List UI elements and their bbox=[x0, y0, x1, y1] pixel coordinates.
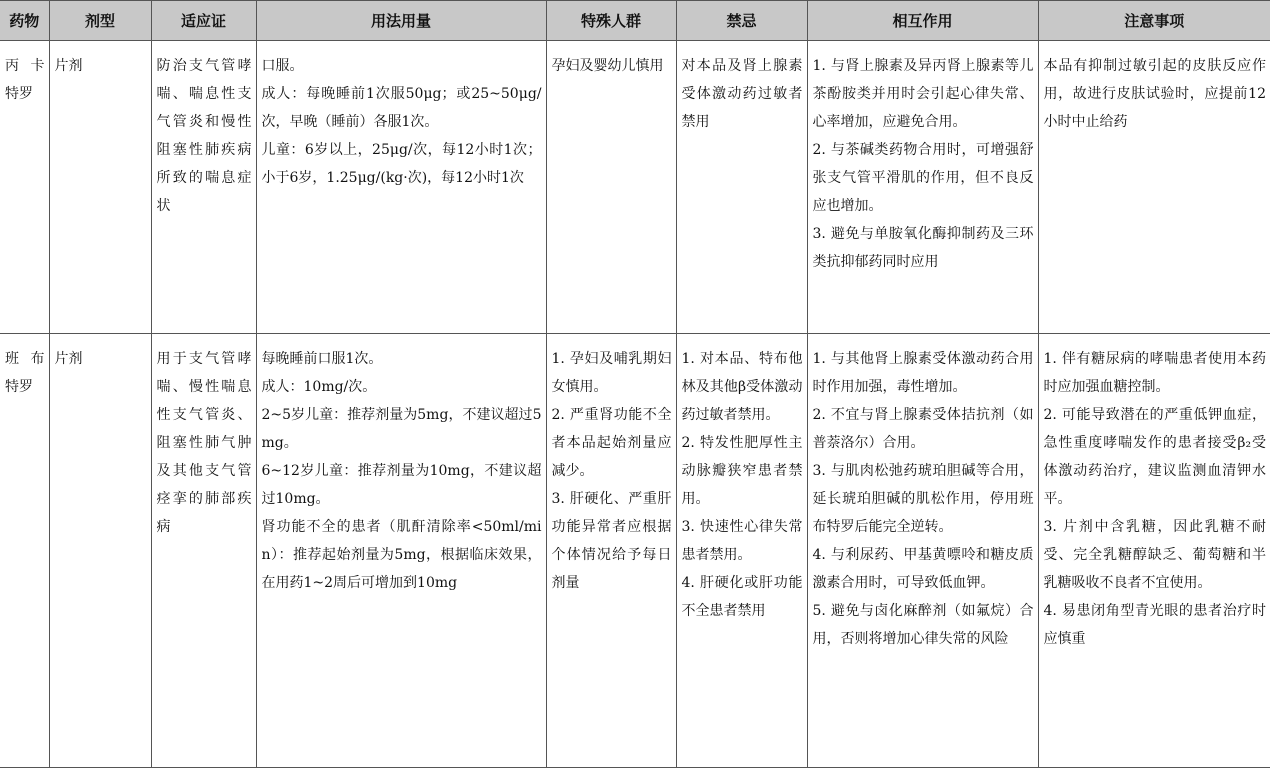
cell-paragraph: 3. 肝硬化、严重肝功能异常者应根据个体情况给予每日剂量 bbox=[551, 491, 672, 591]
cell-paragraph: 孕妇及婴幼儿慎用 bbox=[551, 58, 664, 74]
cell-paragraph: 2. 不宜与肾上腺素受体拮抗剂（如普萘洛尔）合用。 bbox=[812, 407, 1034, 451]
dosage-cell bbox=[256, 41, 546, 334]
notes-cell bbox=[1038, 41, 1270, 334]
table-row bbox=[0, 334, 1270, 768]
cell-paragraph: 对本品及肾上腺素受体激动药过敏者禁用 bbox=[681, 58, 803, 130]
header-dosage: 用法用量 bbox=[256, 1, 546, 41]
cell-paragraph: 2. 与茶碱类药物合用时，可增强舒张支气管平滑肌的作用，但不良反应也增加。 bbox=[812, 142, 1034, 214]
cell-paragraph: 1. 与肾上腺素及异丙肾上腺素等儿茶酚胺类并用时会引起心律失常、心率增加，应避免合用。 bbox=[812, 58, 1034, 130]
cell-paragraph: 2. 特发性肥厚性主动脉瓣狭窄患者禁用。 bbox=[681, 435, 803, 507]
notes-cell bbox=[1038, 334, 1270, 768]
header-special-population: 特殊人群 bbox=[546, 1, 676, 41]
cell-paragraph: 4. 易患闭角型青光眼的患者治疗时应慎重 bbox=[1043, 603, 1266, 647]
header-drug: 药物 bbox=[0, 1, 49, 41]
cell-paragraph: 3. 避免与单胺氧化酶抑制药及三环类抗抑郁药同时应用 bbox=[812, 226, 1034, 270]
dosage-form-cell: 片剂 bbox=[49, 334, 151, 768]
drug-name-cell: 班布特罗 bbox=[0, 334, 49, 768]
special-population-cell bbox=[546, 334, 676, 768]
cell-paragraph: 1. 与其他肾上腺素受体激动药合用时作用加强，毒性增加。 bbox=[812, 351, 1034, 395]
special-population-cell bbox=[546, 41, 676, 334]
header-notes: 注意事项 bbox=[1038, 1, 1270, 41]
cell-paragraph: 儿童：6岁以上，25μg/次，每12小时1次；小于6岁，1.25μg/(kg·次)，每12小时1次 bbox=[261, 142, 542, 186]
cell-paragraph: 成人：10mg/次。 bbox=[261, 379, 377, 395]
header-contraindication: 禁忌 bbox=[676, 1, 807, 41]
indication-cell: 防治支气管哮喘、喘息性支气管炎和慢性阻塞性肺疾病所致的喘息症状 bbox=[151, 41, 256, 334]
dosage-form-cell: 片剂 bbox=[49, 41, 151, 334]
cell-paragraph: 成人：每晚睡前1次服50μg；或25~50μg/次，早晚（睡前）各服1次。 bbox=[261, 86, 542, 130]
cell-paragraph: 肾功能不全的患者（肌酐清除率<50ml/min）：推荐起始剂量为5mg，根据临床效果，在用药1~2周后可增加到10mg bbox=[261, 519, 542, 591]
cell-paragraph: 1. 孕妇及哺乳期妇女慎用。 bbox=[551, 351, 672, 395]
cell-paragraph: 本品有抑制过敏引起的皮肤反应作用，故进行皮肤试验时，应提前12小时中止给药 bbox=[1043, 58, 1266, 130]
cell-paragraph: 1. 伴有糖尿病的哮喘患者使用本药时应加强血糖控制。 bbox=[1043, 351, 1266, 395]
indication-cell: 用于支气管哮喘、慢性喘息性支气管炎、阻塞性肺气肿及其他支气管痉挛的肺部疾病 bbox=[151, 334, 256, 768]
cell-paragraph: 6~12岁儿童：推荐剂量为10mg，不建议超过10mg。 bbox=[261, 463, 542, 507]
cell-paragraph: 4. 与利尿药、甲基黄嘌呤和糖皮质激素合用时，可导致低血钾。 bbox=[812, 547, 1034, 591]
cell-paragraph: 2~5岁儿童：推荐剂量为5mg，不建议超过5mg。 bbox=[261, 407, 542, 451]
contraindication-cell bbox=[676, 41, 807, 334]
cell-paragraph: 5. 避免与卤化麻醉剂（如氟烷）合用，否则将增加心律失常的风险 bbox=[812, 603, 1034, 647]
cell-paragraph: 2. 严重肾功能不全者本品起始剂量应减少。 bbox=[551, 407, 672, 479]
dosage-cell bbox=[256, 334, 546, 768]
cell-paragraph: 3. 快速性心律失常患者禁用。 bbox=[681, 519, 803, 563]
header-form: 剂型 bbox=[49, 1, 151, 41]
cell-paragraph: 3. 与肌肉松弛药琥珀胆碱等合用，延长琥珀胆碱的肌松作用，停用班布特罗后能完全逆转。 bbox=[812, 463, 1034, 535]
header-interaction: 相互作用 bbox=[807, 1, 1038, 41]
cell-paragraph: 4. 肝硬化或肝功能不全患者禁用 bbox=[681, 575, 803, 619]
header-row bbox=[0, 1, 1270, 41]
cell-paragraph: 口服。 bbox=[261, 58, 304, 74]
cell-paragraph: 每晚睡前口服1次。 bbox=[261, 351, 383, 367]
header-indication: 适应证 bbox=[151, 1, 256, 41]
cell-paragraph: 1. 对本品、特布他林及其他β受体激动药过敏者禁用。 bbox=[681, 351, 803, 423]
cell-paragraph: 2. 可能导致潜在的严重低钾血症，急性重度哮喘发作的患者接受β₂受体激动药治疗，建议监测血清钾水平。 bbox=[1043, 407, 1266, 507]
interaction-cell bbox=[807, 41, 1038, 334]
drug-name-cell: 丙卡特罗 bbox=[0, 41, 49, 334]
cell-paragraph: 3. 片剂中含乳糖，因此乳糖不耐受、完全乳糖醇缺乏、葡萄糖和半乳糖吸收不良者不宜使用。 bbox=[1043, 519, 1266, 591]
interaction-cell bbox=[807, 334, 1038, 768]
table-row bbox=[0, 41, 1270, 334]
contraindication-cell bbox=[676, 334, 807, 768]
